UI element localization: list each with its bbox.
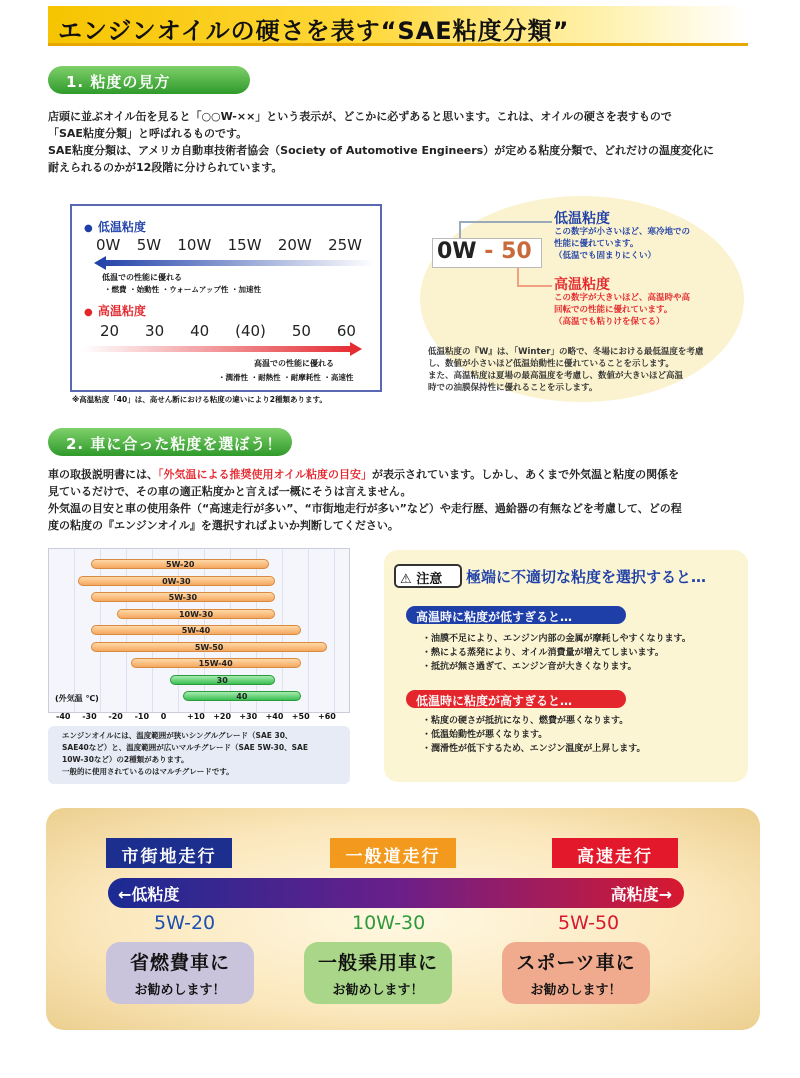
chart-x-tick: -40 xyxy=(56,712,71,721)
chart-x-tick: -30 xyxy=(82,712,97,721)
low-scale-value: 25W xyxy=(328,236,362,254)
ellipse-body-line: 低温粘度の『W』は、「Winter」の略で、冬場における最低温度を考慮 xyxy=(428,347,704,357)
title-banner xyxy=(48,6,748,46)
section2-paragraph xyxy=(48,466,682,534)
ellipse-high-desc xyxy=(554,292,690,328)
low-props: ・燃費 ・始動性 ・ウォームアップ性 ・加速性 xyxy=(104,285,262,294)
chart-x-tick: 0 xyxy=(160,712,167,721)
high-scale-value: 30 xyxy=(145,322,165,340)
chart-bar-30: 30 xyxy=(170,675,275,685)
chart-bar-0w-30: 0W-30 xyxy=(78,576,275,586)
section2-line-4: 度の粘度の『エンジンオイル』を選択すればよいか判断してください。 xyxy=(48,519,399,532)
page-title: エンジンオイルの硬さを表す“SAE粘度分類” xyxy=(58,17,570,45)
caution-badge-text: 注意 xyxy=(416,572,443,587)
rec-subtitle: お勧めします！ xyxy=(134,983,226,998)
section2-line-3: 外気温の目安と車の使用条件（“高速走行が多い”、“市街地走行が多い”など）や走行歴、過給器の有無などを考慮して、どの程 xyxy=(48,502,682,515)
section2-text: 車の取扱説明書には、 xyxy=(48,468,158,481)
section1-line-2: 「SAE粘度分類」と呼ばれるものです。 xyxy=(48,127,248,140)
chart-x-tick: +20 xyxy=(213,712,232,721)
high-scale-value: 60 xyxy=(336,322,356,340)
ellipse-body-line: し、数値が小さいほど低温始動性に優れていることを示します。 xyxy=(428,359,674,369)
category-general: 一般道走行 xyxy=(330,838,456,868)
ellipse-high-desc-line: この数字が大きいほど、高温時や高 xyxy=(554,293,691,303)
warning-title: 極端に不適切な粘度を選択すると… xyxy=(466,568,707,586)
chart-bar-40: 40 xyxy=(183,691,301,701)
section1-paragraph xyxy=(48,108,714,176)
ellipse-low-desc-line: （低温でも固まりにくい） xyxy=(554,251,657,261)
chart-bar-5w-40: 5W-40 xyxy=(91,625,301,635)
viscosity-scale-box xyxy=(70,204,382,392)
chart-x-tick: +30 xyxy=(239,712,258,721)
low-arrow-icon xyxy=(94,256,374,270)
section1-line-3: SAE粘度分類は、アメリカ自動車技術者協会（Society of Automotive Engineers）が定める粘度分類で、どれだけの温度変化に xyxy=(48,144,715,157)
highlight-text: 「外気温による推奨使用オイル粘度の目安」 xyxy=(158,468,372,481)
high-scale-value: (40) xyxy=(235,322,266,340)
chart-x-tick: +60 xyxy=(318,712,336,721)
high-props: ・潤滑性 ・耐熱性 ・耐摩耗性 ・高速性 xyxy=(218,373,354,382)
chart-bar-15w-40: 15W-40 xyxy=(131,658,301,668)
high-scale-value: 20 xyxy=(100,322,120,340)
grade-city: 5W-20 xyxy=(154,912,216,934)
low-viscosity-heading: 高温時に粘度が低すぎると… xyxy=(406,606,626,624)
high-viscosity-heading: 低温時に粘度が高すぎると… xyxy=(406,690,626,708)
warning-item: ・低温始動性が悪くなります。 xyxy=(422,730,548,740)
high-scale-value: 40 xyxy=(190,322,210,340)
low-viscosity-list xyxy=(422,632,691,674)
chart-note-box xyxy=(48,726,350,784)
ellipse-low-desc xyxy=(554,226,690,262)
blue-dot-icon: ● xyxy=(84,223,93,234)
high-viscosity-label: 高粘度→ xyxy=(610,885,672,904)
warning-box xyxy=(384,550,748,782)
red-dot-icon: ● xyxy=(84,307,93,318)
ellipse-high-desc-line: 回転での性能に優れています。 xyxy=(554,305,673,315)
code-dash: - xyxy=(484,239,494,264)
chart-note-line: エンジンオイルには、温度範囲が狭いシングルグレード（SAE 30、 xyxy=(62,731,293,740)
viscosity-direction-bar xyxy=(108,878,684,908)
low-scale-row xyxy=(96,236,362,254)
high-scale-value: 50 xyxy=(291,322,311,340)
rec-title: 一般乗用車に xyxy=(317,952,438,974)
chart-x-tick: +10 xyxy=(187,712,205,721)
chart-note-line: 一般的に使用されているのはマルチグレードです。 xyxy=(62,767,234,776)
ellipse-body-line: また、高温粘度は夏場の最高温度を考慮し、数値が大きいほど高温 xyxy=(428,371,684,381)
ellipse-high-title: 高温粘度 xyxy=(554,277,610,293)
section2-heading: 2. 車に合った粘度を選ぼう！ xyxy=(48,428,292,456)
chart-x-tick: +40 xyxy=(265,712,284,721)
warning-item: ・抵抗が無さ過ぎて、エンジン音が大きくなります。 xyxy=(422,662,637,672)
warning-item: ・熱による蒸発により、オイル消費量が増えてしまいます。 xyxy=(422,648,664,658)
low-viscosity-label: ←低粘度 xyxy=(118,885,180,904)
rec-eco-car xyxy=(106,942,254,1004)
rec-title: スポーツ車に xyxy=(516,952,636,974)
viscosity-note: ※高温粘度「40」は、高せん断における粘度の違いにより2種類あります。 xyxy=(72,395,327,404)
chart-bar-5w-20: 5W-20 xyxy=(91,559,269,569)
rec-general-car xyxy=(304,942,452,1004)
low-scale-value: 5W xyxy=(136,236,162,254)
rec-subtitle: お勧めします！ xyxy=(332,983,424,998)
viscosity-code-example xyxy=(432,238,542,268)
high-temp-title: 高温粘度 xyxy=(97,304,146,318)
warning-item: ・油膜不足により、エンジン内部の金属が摩耗しやすくなります。 xyxy=(422,634,691,644)
chart-bar-5w-50: 5W-50 xyxy=(91,642,327,652)
section1-line-4: 耐えられるのかが12段階に分けられています。 xyxy=(48,161,283,174)
ellipse-low-title: 低温粘度 xyxy=(554,211,610,227)
low-scale-value: 10W xyxy=(177,236,212,254)
high-arrow-label: 高温での性能に優れる xyxy=(254,359,334,368)
ellipse-body xyxy=(428,346,703,394)
grade-highway: 5W-50 xyxy=(558,912,620,934)
grade-general: 10W-30 xyxy=(352,912,426,934)
section2-text: が表示されています。しかし、あくまで外気温と粘度の関係を xyxy=(371,468,680,481)
chart-bar-5w-30: 5W-30 xyxy=(91,592,274,602)
code-low: 0W xyxy=(437,239,477,264)
chart-x-tick: -20 xyxy=(108,712,123,721)
warning-item: ・粘度の硬さが抵抗になり、燃費が悪くなります。 xyxy=(422,716,629,726)
chart-note-line: 10W-30など）の2種類があります。 xyxy=(62,755,189,764)
chart-x-tick: +50 xyxy=(291,712,310,721)
ellipse-body-line: 時での油膜保持性に優れることを示します。 xyxy=(428,383,598,393)
caution-badge xyxy=(394,564,462,588)
low-scale-value: 0W xyxy=(96,236,121,254)
section2-line-1 xyxy=(48,466,682,483)
high-arrow-icon xyxy=(82,342,362,356)
ellipse-low-desc-line: 性能に優れています。 xyxy=(554,239,639,249)
warning-item: ・潤滑性が低下するため、エンジン温度が上昇します。 xyxy=(422,744,646,754)
rec-sports-car xyxy=(502,942,650,1004)
low-arrow-label: 低温での性能に優れる xyxy=(102,273,182,282)
chart-note-line: SAE40など）と、温度範囲が広いマルチグレード（SAE 5W-30、SAE xyxy=(62,743,308,752)
category-highway: 高速走行 xyxy=(552,838,678,868)
chart-x-ticks xyxy=(48,712,350,724)
chart-bar-10w-30: 10W-30 xyxy=(117,609,274,619)
ellipse-low-desc-line: この数字が小さいほど、寒冷地での xyxy=(554,227,691,237)
low-temp-title: 低温粘度 xyxy=(97,220,146,234)
high-viscosity-list xyxy=(422,714,645,756)
section1-line-1: 店頭に並ぶオイル缶を見ると「○○W-××」という表示が、どこかに必ずあると思います。これは、オイルの硬さを表すもので xyxy=(48,110,672,123)
chart-x-label: (外気温 ℃) xyxy=(55,694,99,703)
section2-line-2: 見ているだけで、その車の適正粘度かと言えば一概にそうは言えません。 xyxy=(48,485,412,498)
low-scale-value: 20W xyxy=(277,236,312,254)
chart-x-tick: -10 xyxy=(134,712,150,721)
temperature-viscosity-chart xyxy=(48,548,350,713)
code-high: 50 xyxy=(501,239,532,264)
high-scale-row xyxy=(100,322,356,340)
ellipse-high-desc-line: （高温でも粘りけを保てる） xyxy=(554,317,665,327)
rec-title: 省燃費車に xyxy=(129,952,230,974)
low-scale-value: 15W xyxy=(227,236,262,254)
rec-subtitle: お勧めします！ xyxy=(530,983,622,998)
section1-heading: 1. 粘度の見方 xyxy=(48,66,250,94)
category-city: 市街地走行 xyxy=(106,838,232,868)
warning-triangle-icon: ⚠ xyxy=(400,572,412,587)
